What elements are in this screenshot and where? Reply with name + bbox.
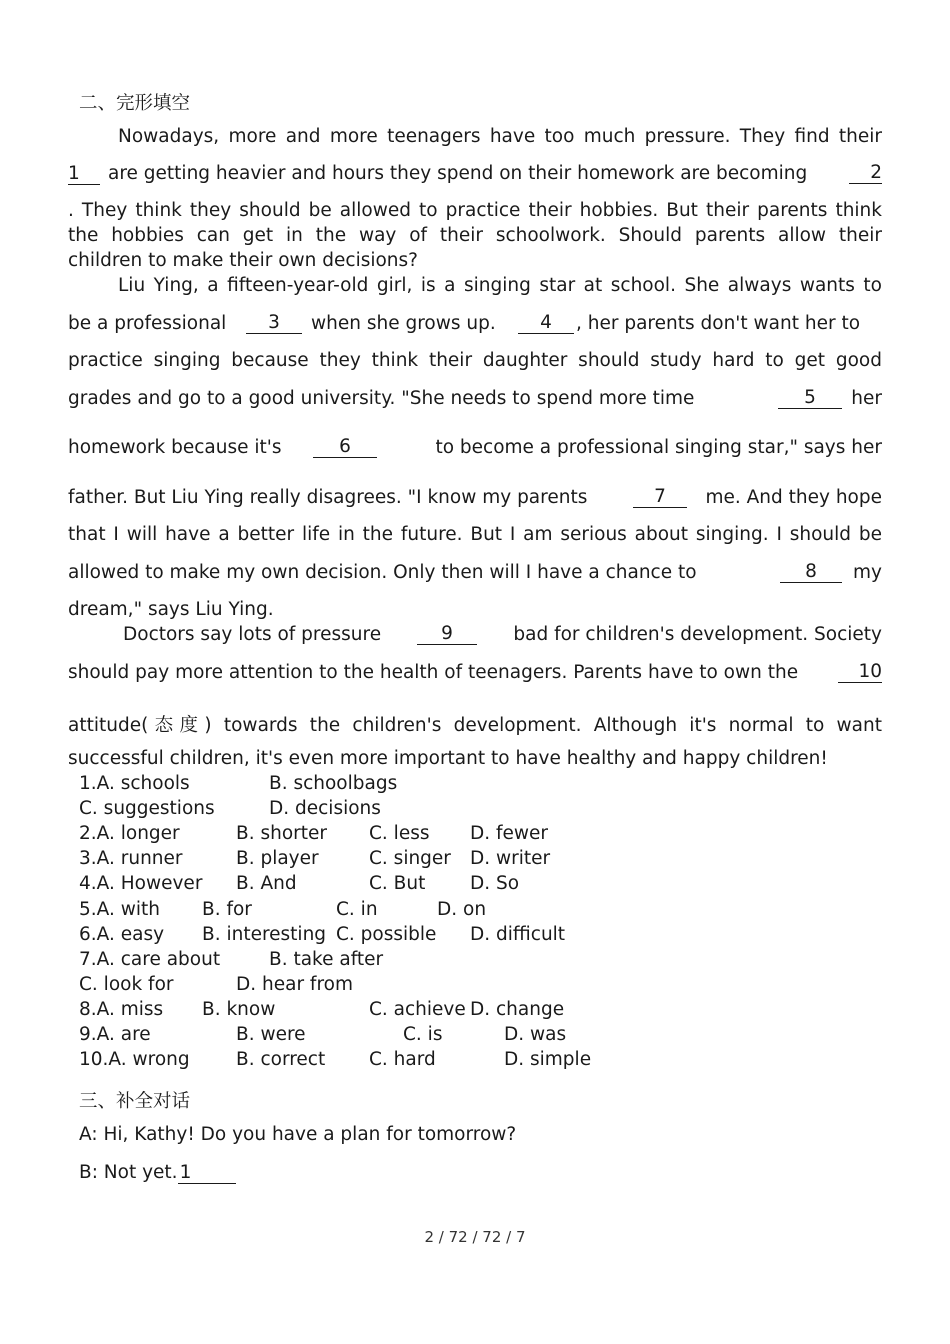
option[interactable]: 10.A. wrong <box>79 1049 190 1070</box>
option[interactable]: D. difficult <box>470 924 566 945</box>
option[interactable]: C. look for <box>79 974 174 995</box>
option[interactable]: B. were <box>236 1024 306 1045</box>
option[interactable]: D. change <box>470 999 565 1020</box>
option[interactable]: C. suggestions <box>79 798 215 819</box>
text-line: the hobbies can get in the way of their schoolwork. Should parents allow their <box>68 225 882 246</box>
option[interactable]: D. simple <box>504 1049 592 1070</box>
option[interactable]: 9.A. are <box>79 1024 151 1045</box>
blank-7[interactable]: 7 <box>633 487 687 508</box>
option[interactable]: 3.A. runner <box>79 848 183 869</box>
option[interactable]: 8.A. miss <box>79 999 164 1020</box>
option[interactable]: B. And <box>236 873 297 894</box>
text-line: . They think they should be allowed to practice their hobbies. But their parents think <box>68 200 882 221</box>
text-line: attitude(态度) towards the children's development. Although it's normal to want <box>68 715 882 736</box>
option[interactable]: 2.A. longer <box>79 823 180 844</box>
text-line: 1 are getting heavier and hours they spend on their homework are becoming 2 <box>68 162 882 184</box>
dialogue-blank-1[interactable]: 1 <box>178 1163 236 1184</box>
blank-3[interactable]: 3 <box>246 313 302 334</box>
text-line: that I will have a better life in the future. But I am serious about singing. I should be <box>68 524 882 545</box>
option[interactable]: 4.A. However <box>79 873 203 894</box>
blank-2[interactable]: 2 <box>849 163 882 184</box>
option[interactable]: D. fewer <box>470 823 549 844</box>
section-title-dialogue: 三、补全对话 <box>79 1091 191 1112</box>
text-line: Nowadays, more and more teenagers have too much pressure. They find their <box>118 126 882 147</box>
option[interactable]: D. on <box>437 899 487 920</box>
option[interactable]: D. was <box>504 1024 567 1045</box>
option[interactable]: C. hard <box>369 1049 436 1070</box>
option[interactable]: 5.A. with <box>79 899 160 920</box>
blank-4[interactable]: 4 <box>518 313 574 334</box>
text-line: dream," says Liu Ying. <box>68 599 274 620</box>
text-line: children to make their own decisions? <box>68 250 418 271</box>
section-title-cloze: 二、完形填空 <box>79 93 191 114</box>
option[interactable]: C. singer <box>369 848 451 869</box>
option[interactable]: 7.A. care about <box>79 949 221 970</box>
option[interactable]: D. writer <box>470 848 551 869</box>
option[interactable]: B. interesting <box>202 924 327 945</box>
text-line: Liu Ying, a fifteen-year-old girl, is a singing star at school. She always wants to <box>118 275 882 296</box>
option[interactable]: C. is <box>403 1024 443 1045</box>
option[interactable]: C. achieve <box>369 999 466 1020</box>
blank-5[interactable]: 5 <box>778 388 842 409</box>
option[interactable]: B. shorter <box>236 823 327 844</box>
blank-8[interactable]: 8 <box>780 562 842 583</box>
page-number: 2 / 72 / 72 / 7 <box>424 1228 526 1246</box>
option[interactable]: C. But <box>369 873 426 894</box>
option[interactable]: D. So <box>470 873 520 894</box>
option[interactable]: B. know <box>202 999 276 1020</box>
blank-10[interactable]: 10 <box>838 662 882 683</box>
option[interactable]: B. for <box>202 899 252 920</box>
option[interactable]: D. decisions <box>269 798 381 819</box>
option[interactable]: D. hear from <box>236 974 353 995</box>
option[interactable]: B. schoolbags <box>269 773 398 794</box>
option[interactable]: C. possible <box>336 924 437 945</box>
blank-6[interactable]: 6 <box>313 437 377 458</box>
option[interactable]: 1.A. schools <box>79 773 190 794</box>
option[interactable]: B. correct <box>236 1049 326 1070</box>
dialogue-line: A: Hi, Kathy! Do you have a plan for tomorrow? <box>79 1124 517 1145</box>
option[interactable]: B. player <box>236 848 319 869</box>
option[interactable]: B. take after <box>269 949 384 970</box>
dialogue-line: B: Not yet. 1 <box>79 1162 236 1184</box>
text-line: successful children, it's even more important to have healthy and happy children! <box>68 748 828 769</box>
text-line: practice singing because they think their daughter should study hard to get good <box>68 350 882 371</box>
blank-1[interactable]: 1 <box>68 164 100 185</box>
option[interactable]: C. less <box>369 823 430 844</box>
option[interactable]: 6.A. easy <box>79 924 165 945</box>
option[interactable]: C. in <box>336 899 378 920</box>
blank-9[interactable]: 9 <box>417 624 477 645</box>
